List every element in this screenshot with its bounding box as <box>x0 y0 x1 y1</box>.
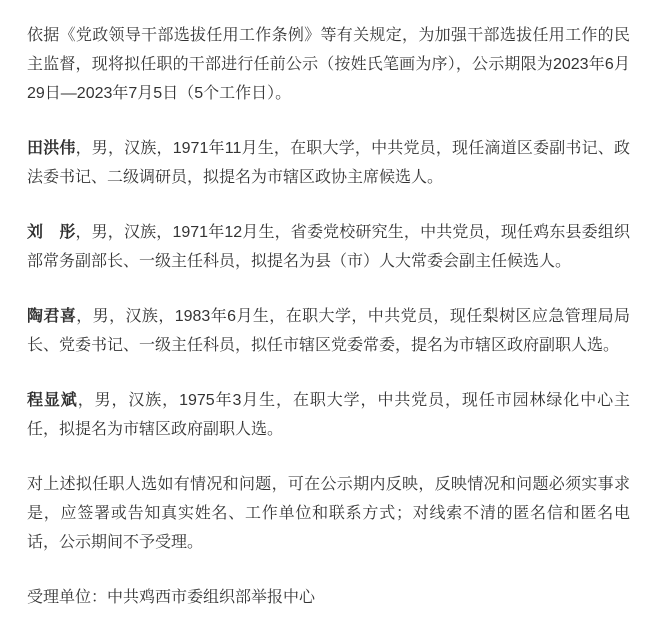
feedback-paragraph: 对上述拟任职人选如有情况和问题，可在公示期内反映，反映情况和问题必须实事求是，应签署或告知真实姓名、工作单位和联系方式；对线索不清的匿名信和匿名电话，公示期间不予受理。 <box>27 476 630 551</box>
intro-paragraph: 依据《党政领导干部选拔任用工作条例》等有关规定，为加强干部选拔任用工作的民主监督，现将拟任职的干部进行任前公示（按姓氏笔画为序），公示期限为2023年6月29日—2023年7月5日（5个工作日）。 <box>27 27 630 102</box>
candidate-detail: ，男，汉族，1983年6月生，在职大学，中共党员，现任梨树区应急管理局局长、党委书记、一级主任科员，拟任市辖区党委常委，提名为市辖区政府副职人选。 <box>27 308 630 354</box>
candidate-paragraph <box>27 302 630 360</box>
candidate-name: 陶君喜 <box>27 308 77 325</box>
candidate-detail: ，男，汉族，1971年11月生，在职大学，中共党员，现任滴道区委副书记、政法委书记、二级调研员，拟提名为市辖区政协主席候选人。 <box>27 140 630 186</box>
candidate-paragraph <box>27 386 630 444</box>
candidate-name: 刘 彤 <box>27 224 76 241</box>
candidate-name: 程显斌 <box>27 392 78 409</box>
candidate-detail: ，男，汉族，1975年3月生，在职大学，中共党员，现任市园林绿化中心主任，拟提名为市辖区政府副职人选。 <box>27 392 630 438</box>
candidate-paragraph <box>27 134 630 192</box>
candidate-detail: ，男，汉族，1971年12月生，省委党校研究生，中共党员，现任鸡东县委组织部常务副部长、一级主任科员，拟提名为县（市）人大常委会副主任候选人。 <box>27 224 630 270</box>
candidate-name: 田洪伟 <box>27 140 76 157</box>
candidate-paragraph <box>27 218 630 276</box>
acceptance-unit-line: 受理单位：中共鸡西市委组织部举报中心 <box>27 589 316 606</box>
